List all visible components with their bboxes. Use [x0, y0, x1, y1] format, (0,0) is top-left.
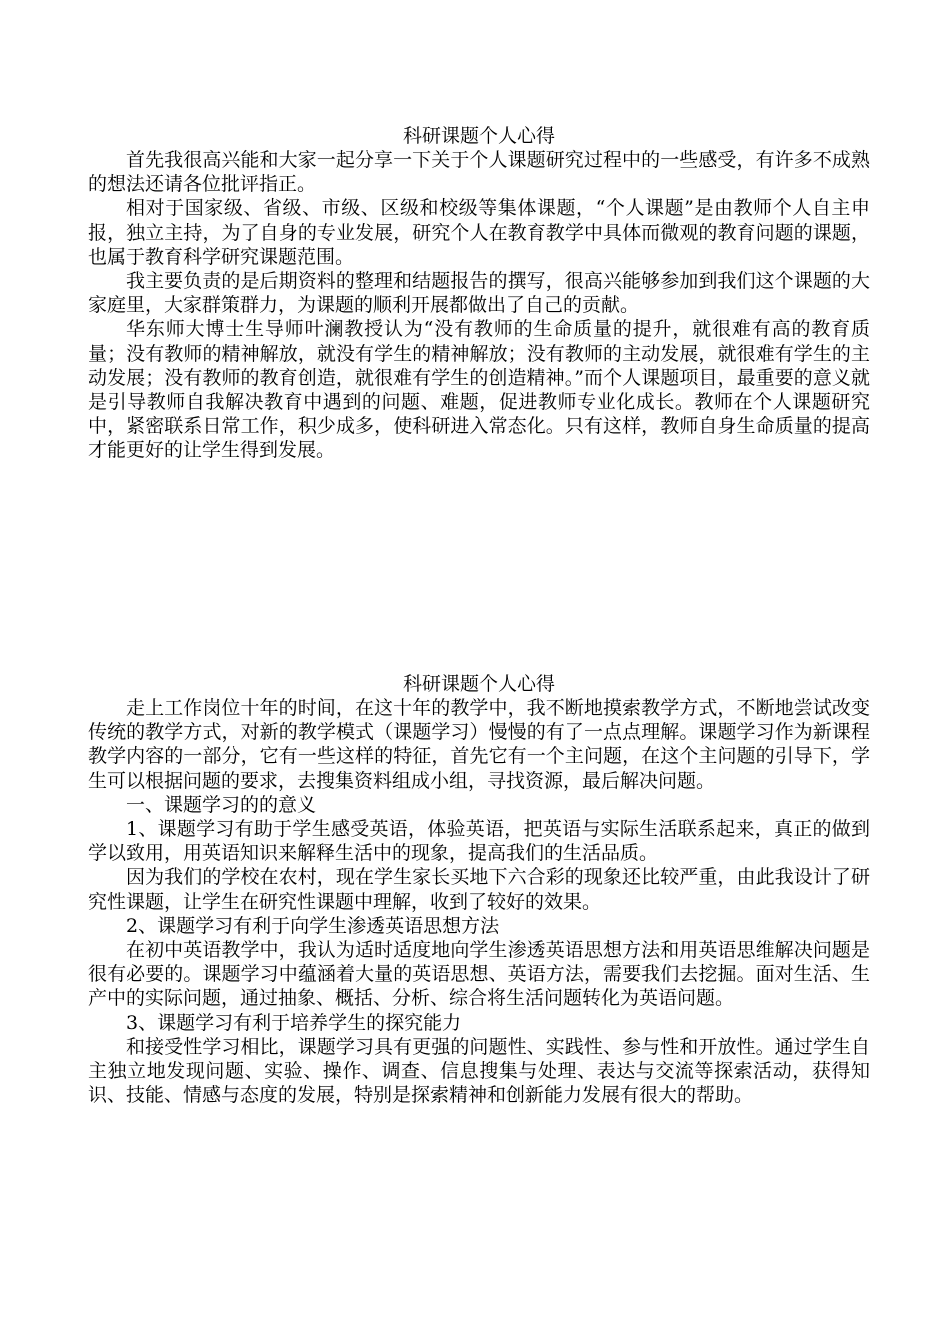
section-1-paragraph-3: 我主要负责的是后期资料的整理和结题报告的撰写，很高兴能够参加到我们这个课题的大家庭里，大家群策群力，为课题的顺利开展都做出了自己的贡献。: [88, 270, 870, 317]
section-2-paragraph-4: 在初中英语教学中，我认为适时适度地向学生渗透英语思想方法和用英语思维解决问题是很有必要的。课题学习中蕴涵着大量的英语思想、英语方法，需要我们去挖掘。面对生活、生产中的实际问题，通过抽象、概括、分析、综合将生活问题转化为英语问题。: [88, 939, 870, 1010]
section-2-heading-1: 一、课题学习的的意义: [126, 793, 317, 816]
section-2-paragraph-2: 1、课题学习有助于学生感受英语，体验英语，把英语与实际生活联系起来，真正的做到学以致用，用英语知识来解释生活中的现象，提高我们的生活品质。: [88, 818, 870, 865]
section-2-paragraph-5: 和接受性学习相比，课题学习具有更强的问题性、实践性、参与性和开放性。通过学生自主独立地发现问题、实验、操作、调查、信息搜集与处理、表达与交流等探索活动，获得知识、技能、情感与态度的发展，特别是探索精神和创新能力发展有很大的帮助。: [88, 1035, 870, 1107]
section-2-heading-3: 3、课题学习有利于培养学生的探究能力: [126, 1011, 462, 1034]
section-2-heading-2: 2、课题学习有利于向学生渗透英语思想方法: [126, 914, 500, 937]
section-2-title: 科研课题个人心得: [402, 673, 555, 695]
section-1: [88, 124, 870, 463]
section-1-paragraph-2: 相对于国家级、省级、市级、区级和校级等集体课题，“个人课题”是由教师个人自主申报，独立主持，为了自身的专业发展，研究个人在教育教学中具体而微观的教育问题的课题，也属于教育科学研究课题范围。: [88, 197, 870, 268]
section-2-paragraph-1: 走上工作岗位十年的时间，在这十年的教学中，我不断地摸索教学方式，不断地尝试改变传统的教学方式，对新的教学模式（课题学习）慢慢的有了一点点理解。课题学习作为新课程教学内容的一部分，它有一些这样的特征，首先它有一个主问题，在这个主问题的引导下，学生可以根据问题的要求，去搜集资料组成小组，寻找资源，最后解决问题。: [88, 697, 870, 792]
section-2-paragraph-3: 因为我们的学校在农村，现在学生家长买地下六合彩的现象还比较严重，由此我设计了研究性课题，让学生在研究性课题中理解，收到了较好的效果。: [88, 866, 870, 913]
section-1-title: 科研课题个人心得: [402, 125, 555, 147]
section-1-paragraph-1: 首先我很高兴能和大家一起分享一下关于个人课题研究过程中的一些感受，有许多不成熟的想法还请各位批评指正。: [88, 149, 870, 196]
section-2: [88, 672, 870, 1107]
section-1-paragraph-4: 华东师大博士生导师叶澜教授认为“没有教师的生命质量的提升，就很难有高的教育质量；没有教师的精神解放，就没有学生的精神解放；没有教师的主动发展，就很难有学生的主动发展；没有教师的教育创造，就很难有学生的创造精神。”而个人课题项目，最重要的意义就是引导教师自我解决教育中遇到的问题、难题，促进教师专业化成长。教师在个人课题研究中，紧密联系日常工作，积少成多，使科研进入常态化。只有这样，教师自身生命质量的提高才能更好的让学生得到发展。: [88, 318, 870, 462]
